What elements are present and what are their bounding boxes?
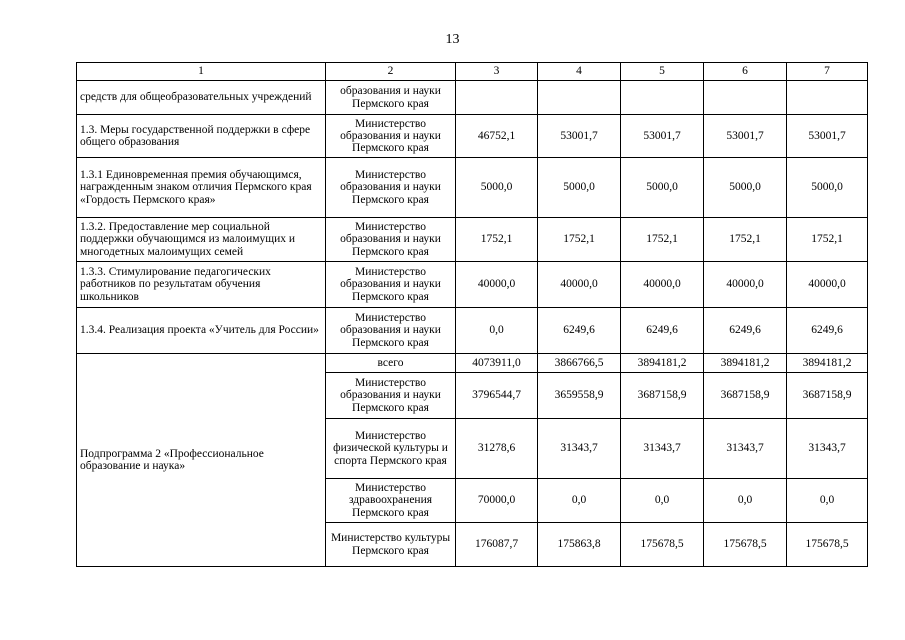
table-body: [77, 81, 868, 567]
row-name-cell: 1.3. Меры государственной поддержки в сфере общего образования: [77, 115, 326, 158]
value-cell: 31343,7: [704, 419, 787, 479]
value-cell: 53001,7: [704, 115, 787, 158]
value-cell: 1752,1: [787, 218, 868, 262]
row-name-cell: 1.3.4. Реализация проекта «Учитель для России»: [77, 308, 326, 354]
value-cell: 1752,1: [621, 218, 704, 262]
row-agency-cell: Министерство физической культуры и спорта Пермского края: [326, 419, 456, 479]
value-cell: [704, 81, 787, 115]
header-col-4: 4: [538, 63, 621, 81]
value-cell: 5000,0: [787, 158, 868, 218]
value-cell: [621, 81, 704, 115]
header-col-7: 7: [787, 63, 868, 81]
value-cell: 31343,7: [538, 419, 621, 479]
header-col-2: 2: [326, 63, 456, 81]
value-cell: 0,0: [538, 479, 621, 523]
value-cell: 6249,6: [538, 308, 621, 354]
value-cell: 40000,0: [787, 262, 868, 308]
row-agency-cell: Министерство здравоохранения Пермского края: [326, 479, 456, 523]
value-cell: 3894181,2: [621, 354, 704, 373]
value-cell: 175678,5: [704, 523, 787, 567]
value-cell: 176087,7: [456, 523, 538, 567]
table-row: [77, 115, 868, 158]
value-cell: 40000,0: [621, 262, 704, 308]
value-cell: 0,0: [456, 308, 538, 354]
header-col-6: 6: [704, 63, 787, 81]
value-cell: 3894181,2: [704, 354, 787, 373]
table-row: [77, 218, 868, 262]
value-cell: 40000,0: [456, 262, 538, 308]
header-col-1: 1: [77, 63, 326, 81]
value-cell: [538, 81, 621, 115]
value-cell: 0,0: [621, 479, 704, 523]
value-cell: 53001,7: [538, 115, 621, 158]
value-cell: 6249,6: [787, 308, 868, 354]
value-cell: 3659558,9: [538, 373, 621, 419]
budget-table: [76, 62, 868, 567]
row-agency-cell: Министерство образования и науки Пермского края: [326, 218, 456, 262]
value-cell: 175863,8: [538, 523, 621, 567]
value-cell: 3687158,9: [787, 373, 868, 419]
value-cell: 3866766,5: [538, 354, 621, 373]
table-row: [77, 308, 868, 354]
page-number: 13: [445, 32, 460, 47]
value-cell: [456, 81, 538, 115]
value-cell: 3687158,9: [621, 373, 704, 419]
value-cell: 31343,7: [787, 419, 868, 479]
row-agency-cell: образования и науки Пермского края: [326, 81, 456, 115]
value-cell: 70000,0: [456, 479, 538, 523]
value-cell: 53001,7: [621, 115, 704, 158]
row-agency-cell: Министерство образования и науки Пермского края: [326, 262, 456, 308]
row-agency-cell: Министерство культуры Пермского края: [326, 523, 456, 567]
value-cell: 1752,1: [538, 218, 621, 262]
value-cell: 40000,0: [538, 262, 621, 308]
value-cell: 0,0: [787, 479, 868, 523]
value-cell: 31343,7: [621, 419, 704, 479]
table-row: [77, 81, 868, 115]
table-header: [77, 63, 868, 81]
value-cell: 5000,0: [704, 158, 787, 218]
value-cell: 4073911,0: [456, 354, 538, 373]
table-row: [77, 354, 868, 373]
row-name-cell: 1.3.2. Предоставление мер социальной поддержки обучающимся из малоимущих и многодетных малоимущих семей: [77, 218, 326, 262]
row-agency-cell: Министерство образования и науки Пермского края: [326, 308, 456, 354]
table-row: [77, 262, 868, 308]
row-agency-cell: всего: [326, 354, 456, 373]
value-cell: 3796544,7: [456, 373, 538, 419]
row-agency-cell: Министерство образования и науки Пермского края: [326, 158, 456, 218]
value-cell: 40000,0: [704, 262, 787, 308]
value-cell: 1752,1: [704, 218, 787, 262]
value-cell: [787, 81, 868, 115]
value-cell: 6249,6: [704, 308, 787, 354]
row-name-cell: средств для общеобразовательных учреждений: [77, 81, 326, 115]
row-name-cell: 1.3.1 Единовременная премия обучающимся, награжденным знаком отличия Пермского края «Гордость Пермского края»: [77, 158, 326, 218]
value-cell: 31278,6: [456, 419, 538, 479]
value-cell: 53001,7: [787, 115, 868, 158]
value-cell: 46752,1: [456, 115, 538, 158]
value-cell: 3687158,9: [704, 373, 787, 419]
value-cell: 3894181,2: [787, 354, 868, 373]
value-cell: 5000,0: [538, 158, 621, 218]
value-cell: 175678,5: [621, 523, 704, 567]
value-cell: 6249,6: [621, 308, 704, 354]
row-agency-cell: Министерство образования и науки Пермского края: [326, 373, 456, 419]
header-row: [77, 63, 868, 81]
row-agency-cell: Министерство образования и науки Пермского края: [326, 115, 456, 158]
header-col-5: 5: [621, 63, 704, 81]
row-name-cell: 1.3.3. Стимулирование педагогических работников по результатам обучения школьников: [77, 262, 326, 308]
table-row: [77, 158, 868, 218]
value-cell: 175678,5: [787, 523, 868, 567]
value-cell: 1752,1: [456, 218, 538, 262]
value-cell: 5000,0: [621, 158, 704, 218]
subprogram-name-cell: Подпрограмма 2 «Профессиональное образование и наука»: [77, 354, 326, 567]
header-col-3: 3: [456, 63, 538, 81]
value-cell: 5000,0: [456, 158, 538, 218]
value-cell: 0,0: [704, 479, 787, 523]
